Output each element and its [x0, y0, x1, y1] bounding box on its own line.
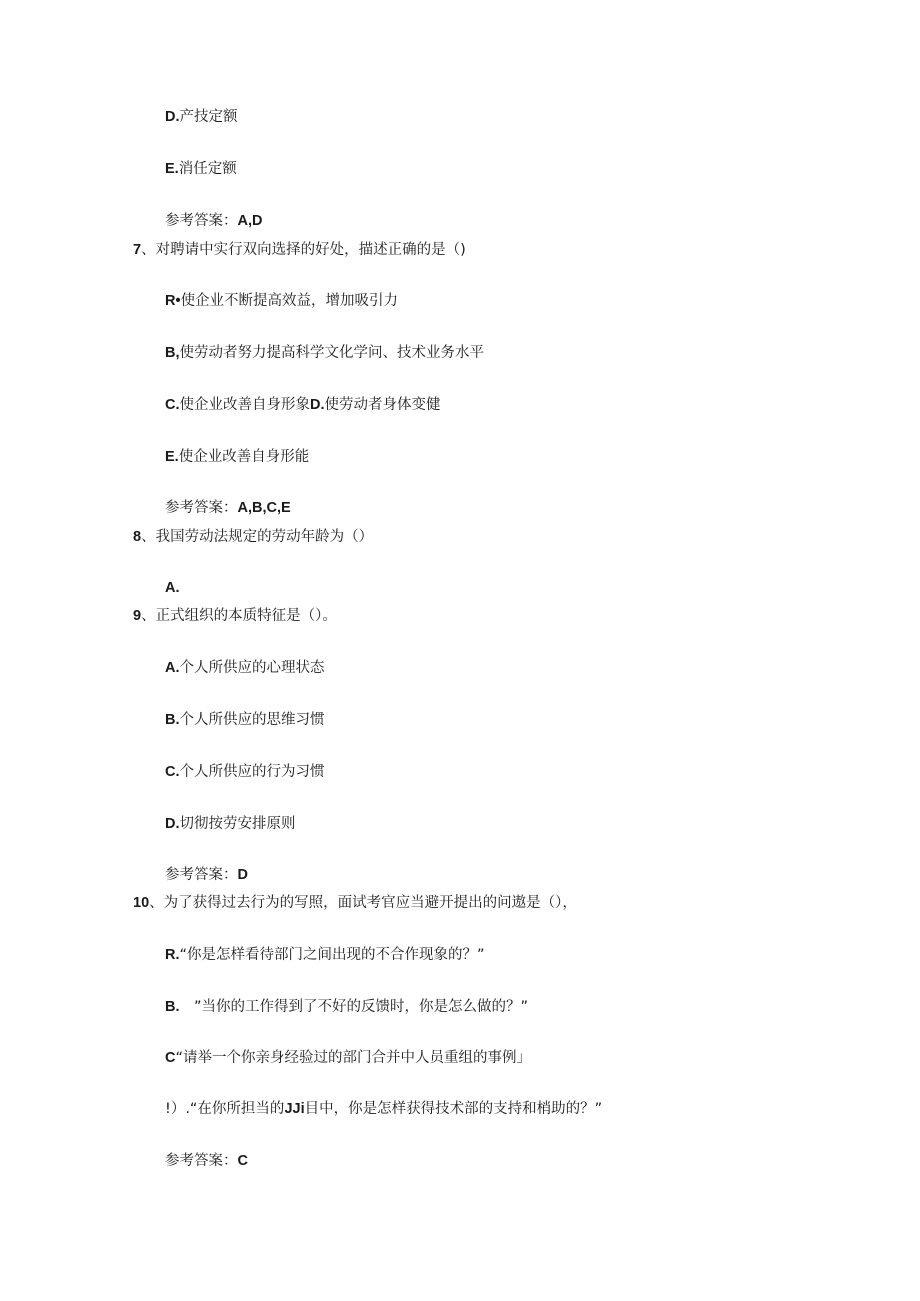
- answer-value: C: [237, 1153, 248, 1169]
- answer-label: 参考答案：: [165, 867, 238, 883]
- answer-q9: [165, 865, 248, 885]
- question-10: [133, 893, 577, 913]
- question-8: [133, 527, 373, 547]
- answer-q7: [165, 498, 291, 518]
- option-text: 使企业改善自身形象: [179, 397, 310, 413]
- option-d-q10: [165, 1099, 602, 1119]
- option-text: “请举一个你亲身经验过的部门合并中人员重组的事例」: [175, 1050, 531, 1066]
- question-number: 8: [133, 529, 142, 545]
- option-d-q9: [165, 814, 296, 834]
- answer-label: 参考答案：: [165, 213, 238, 229]
- option-prefix: C.: [165, 764, 180, 780]
- question-text: 、对聘请中实行双向选择的好处，描述正确的是（): [141, 242, 466, 258]
- option-c-q10: [165, 1048, 531, 1068]
- option-c-d-q7: [165, 395, 441, 415]
- option-e-q7: [165, 447, 309, 467]
- question-number: 9: [133, 608, 142, 624]
- answer-label: 参考答案：: [165, 1153, 238, 1169]
- question-text: 、正式组织的本质特征是（）。: [141, 608, 337, 624]
- answer-q6: [165, 211, 262, 231]
- answer-q10: [165, 1151, 248, 1171]
- option-prefix: E.: [165, 449, 179, 465]
- question-text: 、为了获得过去行为的写照，面试考官应当避开提出的问遨是（），: [149, 895, 577, 911]
- question-text: 、我国劳动法规定的劳动年龄为（）: [141, 529, 374, 545]
- option-b-q9: [165, 710, 325, 730]
- option-prefix: A.: [165, 660, 180, 676]
- option-prefix-second: D.: [310, 397, 325, 413]
- option-text: 个人所供应的行为习惯: [179, 764, 325, 780]
- option-prefix: E.: [165, 161, 179, 177]
- question-9: [133, 606, 337, 626]
- answer-value: A,B,C,E: [237, 500, 291, 516]
- option-a-q9: [165, 658, 325, 678]
- option-a-q10: [165, 945, 485, 965]
- answer-label: 参考答案：: [165, 500, 238, 516]
- option-text-second: 使劳动者身体变健: [324, 397, 441, 413]
- option-prefix: B.: [165, 999, 180, 1015]
- option-text: 消任定额: [178, 161, 237, 177]
- option-prefix: !）.: [165, 1101, 190, 1117]
- option-prefix: B.: [165, 712, 180, 728]
- option-text: 使企业改善自身形能: [178, 449, 310, 465]
- option-prefix: B,: [165, 345, 180, 361]
- answer-value: D: [237, 867, 248, 883]
- option-c-q9: [165, 762, 325, 782]
- option-text: “你是怎样看待部门之间出现的不合作现象的？”: [179, 947, 485, 963]
- option-b-q7: [165, 343, 484, 363]
- option-prefix: C.: [165, 397, 180, 413]
- option-prefix: R•: [165, 293, 181, 309]
- option-d-q6: [165, 107, 238, 127]
- option-text: 使劳动者努力提高科学文化学问、技术业务水平: [179, 345, 484, 361]
- question-number: 7: [133, 242, 142, 258]
- option-text: 产技定额: [179, 109, 238, 125]
- option-prefix: D.: [165, 109, 180, 125]
- option-prefix: R.: [165, 947, 180, 963]
- answer-value: A,D: [237, 213, 263, 229]
- option-a-q7: [165, 291, 398, 311]
- question-7: [133, 240, 466, 260]
- option-b-q10: [165, 997, 528, 1017]
- option-text: 使企业不断提高效益，增加吸引力: [180, 293, 399, 309]
- option-prefix-second: JJi: [284, 1101, 305, 1117]
- question-number: 10: [133, 895, 150, 911]
- option-prefix: D.: [165, 816, 180, 832]
- option-text: “在你所担当的: [189, 1101, 285, 1117]
- option-text: ”当你的工作得到了不好的反馈时，你是怎么做的？”: [179, 999, 529, 1015]
- option-text-second: 目中，你是怎样获得技术部的支持和梢助的？”: [304, 1101, 603, 1117]
- option-prefix: C: [165, 1050, 176, 1066]
- option-text: 个人所供应的心理状态: [179, 660, 325, 676]
- option-e-q6: [165, 159, 237, 179]
- option-a-q8: [165, 578, 180, 598]
- option-text: 切彻按劳安排原则: [179, 816, 296, 832]
- option-text: 个人所供应的思维习惯: [179, 712, 325, 728]
- option-prefix: A.: [165, 580, 180, 596]
